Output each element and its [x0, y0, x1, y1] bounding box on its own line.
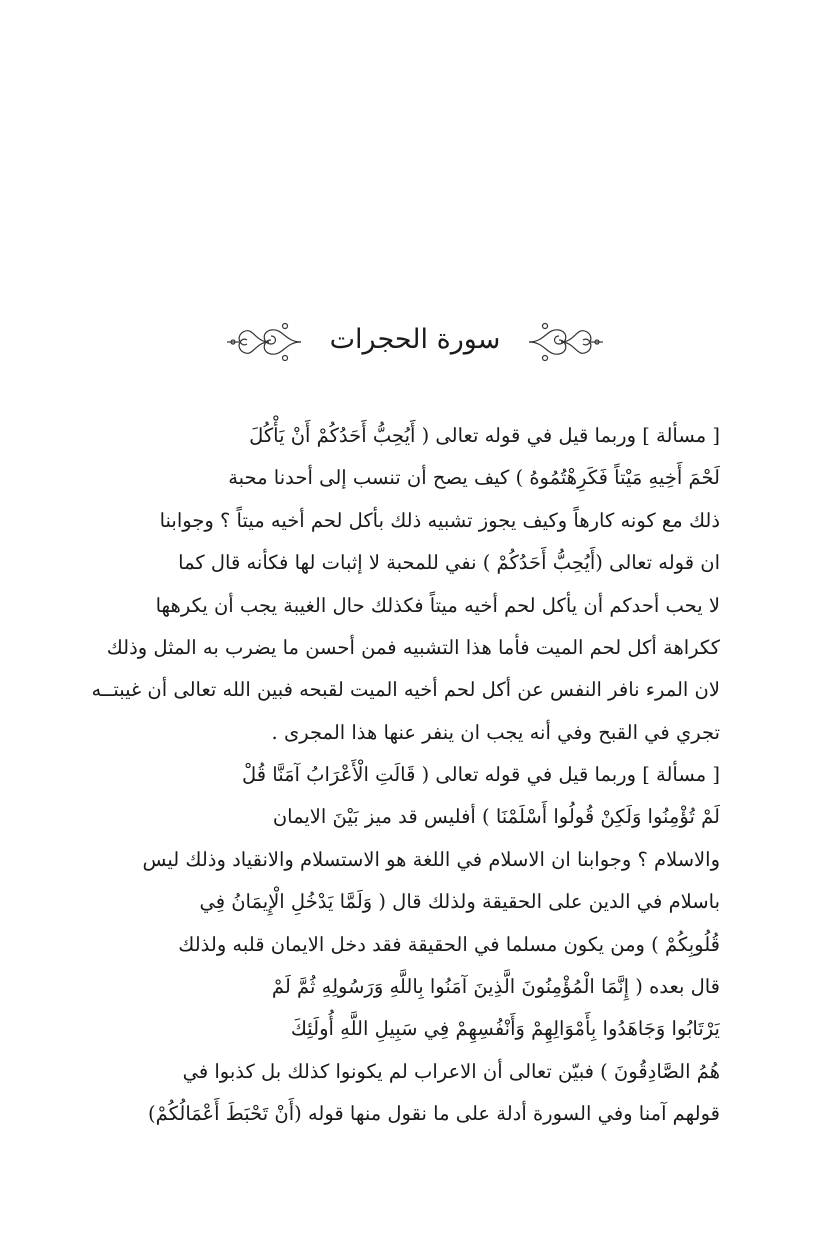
text-line: لَمْ تُؤْمِنُوا وَلَكِنْ قُولُوا أَسْلَمْنَا ) أفليس قد ميز بَيْنَ الايمان — [272, 805, 720, 829]
text-line: يَرْتَابُوا وَجَاهَدُوا بِأَمْوَالِهِمْ وَأَنْفُسِهِمْ فِي سَبِيلِ اللَّهِ أُولَئِكَ — [290, 1017, 720, 1041]
text-line: هُمُ الصَّادِقُونَ ) فبيّن تعالى أن الاعراب لم يكونوا كذلك بل كذبوا في — [182, 1059, 720, 1083]
text-line: باسلام في الدين على الحقيقة ولذلك قال ( وَلَمَّا يَدْخُلِ الْإِيمَانُ فِي — [199, 890, 720, 914]
text-line: ككراهة أكل لحم الميت فأما هذا التشبيه فمن أحسن ما يضرب به المثل وذلك — [106, 635, 720, 659]
text-line: قولهم آمنا وفي السورة أدلة على ما نقول منها قوله (أَنْ تَحْبَطَ أَعْمَالُكُمْ) — [148, 1102, 720, 1126]
text-line: قُلُوبِكُمْ ) ومن يكون مسلما في الحقيقة فقد دخل الايمان قلبه ولذلك — [178, 932, 720, 956]
surah-header — [225, 312, 605, 374]
text-line: ان قوله تعالى (أَيُحِبُّ أَحَدُكُمْ ) نفي للمحبة لا إثبات لها فكأنه قال كما — [178, 551, 720, 575]
text-line: لا يحب أحدكم أن يأكل لحم أخيه ميتاً فكذلك حال الغيبة يجب أن يكرهها — [155, 593, 720, 617]
text-line: [ مسألة ] وربما قيل في قوله تعالى ( قَالَتِ الْأَعْرَابُ آمَنَّا قُلْ — [241, 763, 720, 786]
text-line: لَحْمَ أَخِيهِ مَيْتاً فَكَرِهْتُمُوهُ ) كيف يصح أن تنسب إلى أحدنا محبة — [228, 466, 720, 490]
paragraph-question-faith-islam — [58, 754, 720, 1136]
text-line: [ مسألة ] وربما قيل في قوله تعالى ( أَيُحِبُّ أَحَدُكُمْ أَنْ يَأْكُلَ — [249, 424, 720, 447]
ornament-right-icon — [527, 318, 605, 366]
surah-title: سورة الحجرات — [329, 324, 501, 355]
ornament-left-icon — [225, 318, 303, 366]
paragraph-question-backbiting — [58, 415, 720, 754]
text-line: ذلك مع كونه كارهاً وكيف يجوز تشبيه ذلك بأكل لحم أخيه ميتاً ؟ وجوابنا — [159, 508, 720, 532]
text-line: والاسلام ؟ وجوابنا ان الاسلام في اللغة هو الاستسلام والانقياد وذلك ليس — [142, 847, 720, 871]
text-line: تجري في القبح وفي أنه يجب ان ينفر عنها هذا المجرى . — [271, 720, 720, 744]
text-line: قال بعده ( إِنَّمَا الْمُؤْمِنُونَ الَّذِينَ آمَنُوا بِاللَّهِ وَرَسُولِهِ ثُمَّ لَمْ — [271, 974, 720, 998]
text-line: لان المرء نافر النفس عن أكل لحم أخيه الميت لقبحه فبين الله تعالى أن غيبتــه — [91, 678, 720, 702]
